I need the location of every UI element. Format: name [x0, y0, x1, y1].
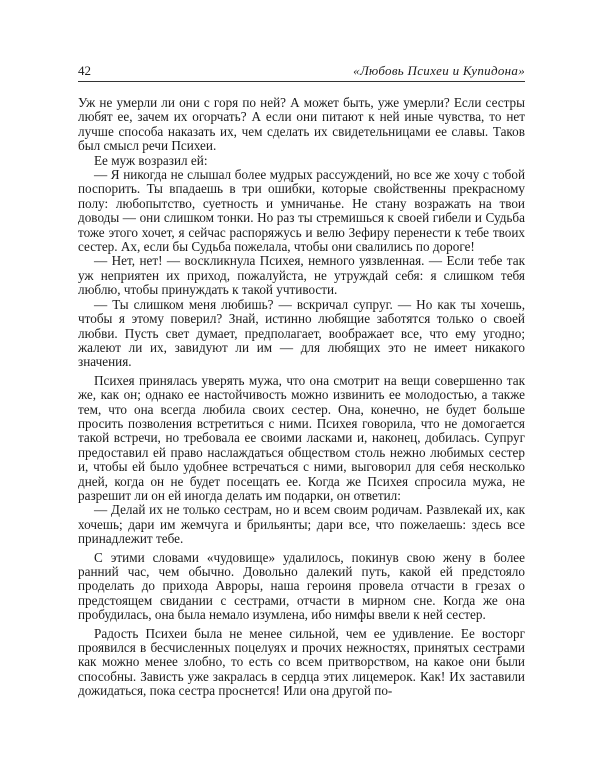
paragraph: — Я никогда не слышал более мудрых рассуждений, но все же хочу с тобой поспорить. Ты впадаешь в три ошибки, которые свойственны прекрасному полу: любопытство, суетность и умничанье. Не стану возражать на твои доводы — они слишком тонки. Но раз ты стремишься к своей гибели и Судьба тоже этого хочет, я сейчас распоряжусь и велю Зефиру перенести к тебе твоих сестер. Ах, если бы Судьба пожелала, чтобы они свалились по дороге!	[78, 167, 525, 255]
paragraph: Психея принялась уверять мужа, что она смотрит на вещи совершенно так же, как он; однако ее настойчивость можно извинить ее молодостью, а также тем, что она всегда любила своих сестер. Она, конечно, не будет больше просить позволения встретиться с ними. Психея говорила, что не домогается такой встречи, но требовала ее своими ласками и, наконец, добилась. Супруг предоставил ей право наслаждаться обществом столь нежно любимых сестер и, чтобы ей было удобнее встречаться с ними, выговорил для себя несколько дней, когда он не будет посещать ее. Когда же Психея спросила мужа, не разрешит ли он ей иногда делать им подарки, он ответил:	[78, 372, 525, 503]
page-number: 42	[78, 63, 91, 78]
paragraph: Радость Психеи была не менее сильной, чем ее удивление. Ее восторг проявился в бесчисленных поцелуях и прочих нежностях, принятых сестрами как можно менее злобно, то есть со всем притворством, на какое они были способны. Зависть уже закралась в сердца этих лицемерок. Как! Их заставили дожидаться, пока сестра проснется! Или она другой по-	[78, 625, 525, 699]
page-header	[78, 63, 525, 79]
paragraph: — Ты слишком меня любишь? — вскричал супруг. — Но как ты хочешь, чтобы я этому поверил? Знай, истинно любящие заботятся только о своей любви. Пусть свет думает, предполагает, воображает все, что ему угодно; жалеют ли их, завидуют ли им — для любящих это не имеет никакого значения.	[78, 296, 525, 370]
paragraph: Ее муж возразил ей:	[94, 152, 208, 168]
paragraph: — Делай их не только сестрам, но и всем своим родичам. Развлекай их, как хочешь; дари им жемчуга и брильянты; дари все, что пожелаешь: здесь все принадлежит тебе.	[78, 502, 525, 547]
paragraph: — Нет, нет! — воскликнула Психея, немного уязвленная. — Если тебе так уж неприятен их приход, пожалуйста, не утруждай себя: я слишком тебя люблю, чтобы принуждать к такой учтивости.	[78, 253, 525, 298]
running-title: «Любовь Психеи и Купидона»	[353, 63, 525, 78]
paragraph: Уж не умерли ли они с горя по ней? А может быть, уже умерли? Если сестры любят ее, зачем их огорчать? А если они питают к ней иные чувства, то нет лучше способа наказать их, чем сделать их свидетельницами ее славы. Таков был смысл речи Психеи.	[78, 95, 525, 154]
body-text	[78, 96, 525, 699]
paragraph: С этими словами «чудовище» удалилось, покинув свою жену в более ранний час, чем обычно. Довольно далекий путь, какой ей предстояло проделать до прихода Авроры, наша героиня провела отчасти в грезах о предстоящем свидании с сестрами, отчасти в мирном сне. Когда же она пробудилась, она была немало изумлена, ибо нимфы ввели к ней сестер.	[78, 549, 525, 623]
header-rule	[78, 81, 525, 82]
